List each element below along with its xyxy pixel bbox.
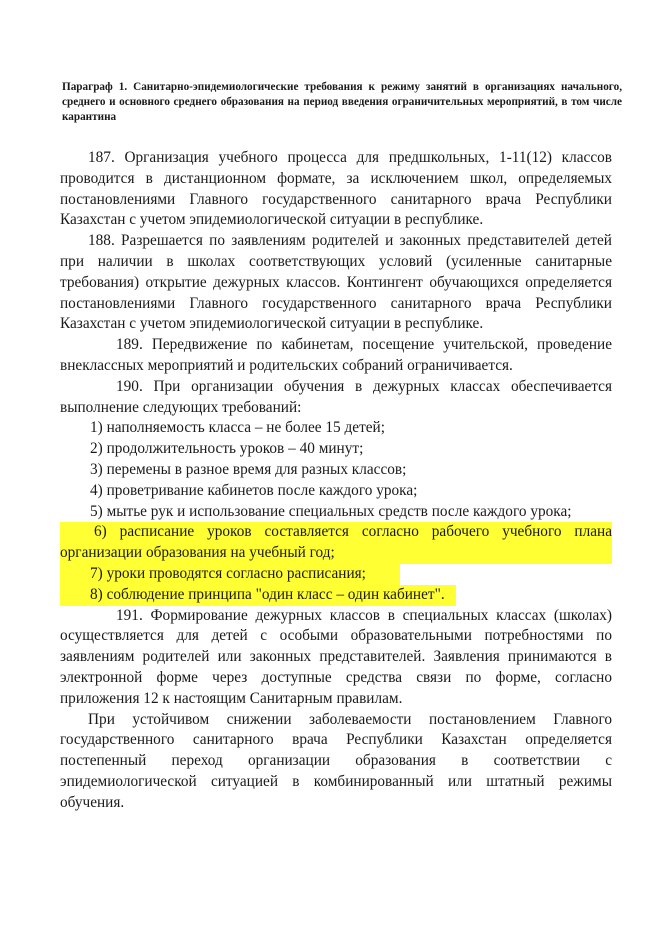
- list-item-4: 4) проветривание кабинетов после каждого урока;: [90, 481, 418, 499]
- paragraph-191: 191. Формирование дежурных классов в специальных классах (школах) осуществляется для детей с особыми образовательными потребностями по заявлениям родителей или законных представителей. Заявления принимаются в электронной форме через доступные средства связи по форме, согласно приложения 12 к настоящим Санитарным правилам.: [60, 606, 612, 707]
- list-item-2: 2) продолжительность уроков – 40 минут;: [90, 440, 364, 458]
- section-heading: Параграф 1. Санитарно-эпидемиологические требования к режиму занятий в организациях начального, среднего и основного среднего образования на период введения ограничительных мероприятий, в том числе карантина: [62, 81, 622, 123]
- paragraph-187: 187. Организация учебного процесса для предшкольных, 1-11(12) классов проводится в дистанционном формате, за исключением школ, определяемых постановлениями Главного государственного санитарного врача Республики Казахстан с учетом эпидемиологической ситуации в республике.: [60, 149, 612, 229]
- list-item-7-highlighted: 7) уроки проводятся согласно расписания;: [60, 564, 400, 585]
- list-item-5: 5) мытье рук и использование специальных средств после каждого урока;: [90, 502, 572, 520]
- list-item-1: 1) наполняемость класса – не более 15 детей;: [90, 419, 385, 437]
- list-item-6-highlighted: 6) расписание уроков составляется согласно рабочего учебного плана организации образования на учебный год;: [60, 522, 612, 564]
- list-item-3: 3) перемены в разное время для разных классов;: [90, 460, 407, 478]
- paragraph-190: 190. При организации обучения в дежурных классах обеспечивается выполнение следующих требований:: [60, 377, 612, 416]
- list-item-8-highlighted: 8) соблюдение принципа "один класс – один кабинет".: [60, 585, 456, 606]
- paragraph-189: 189. Передвижение по кабинетам, посещение учительской, проведение внеклассных мероприятий и родительских собраний ограничивается.: [60, 336, 612, 374]
- paragraph-final: При устойчивом снижении заболеваемости постановлением Главного государственного санитарного врача Республики Казахстан определяется постепенный переход организации образования в соответствии с эпидемиологической ситуацией в комбинированный или штатный режимы обучения.: [60, 710, 612, 811]
- document-body: [60, 148, 612, 814]
- paragraph-188: 188. Разрешается по заявлениям родителей и законных представителей детей при наличии в школах соответствующих условий (усиленные санитарные требования) открытие дежурных классов. Контингент обучающихся определяется постановлениями Главного государственного санитарного врача Республики Казахстан с учетом эпидемиологической ситуации в республике.: [60, 232, 612, 333]
